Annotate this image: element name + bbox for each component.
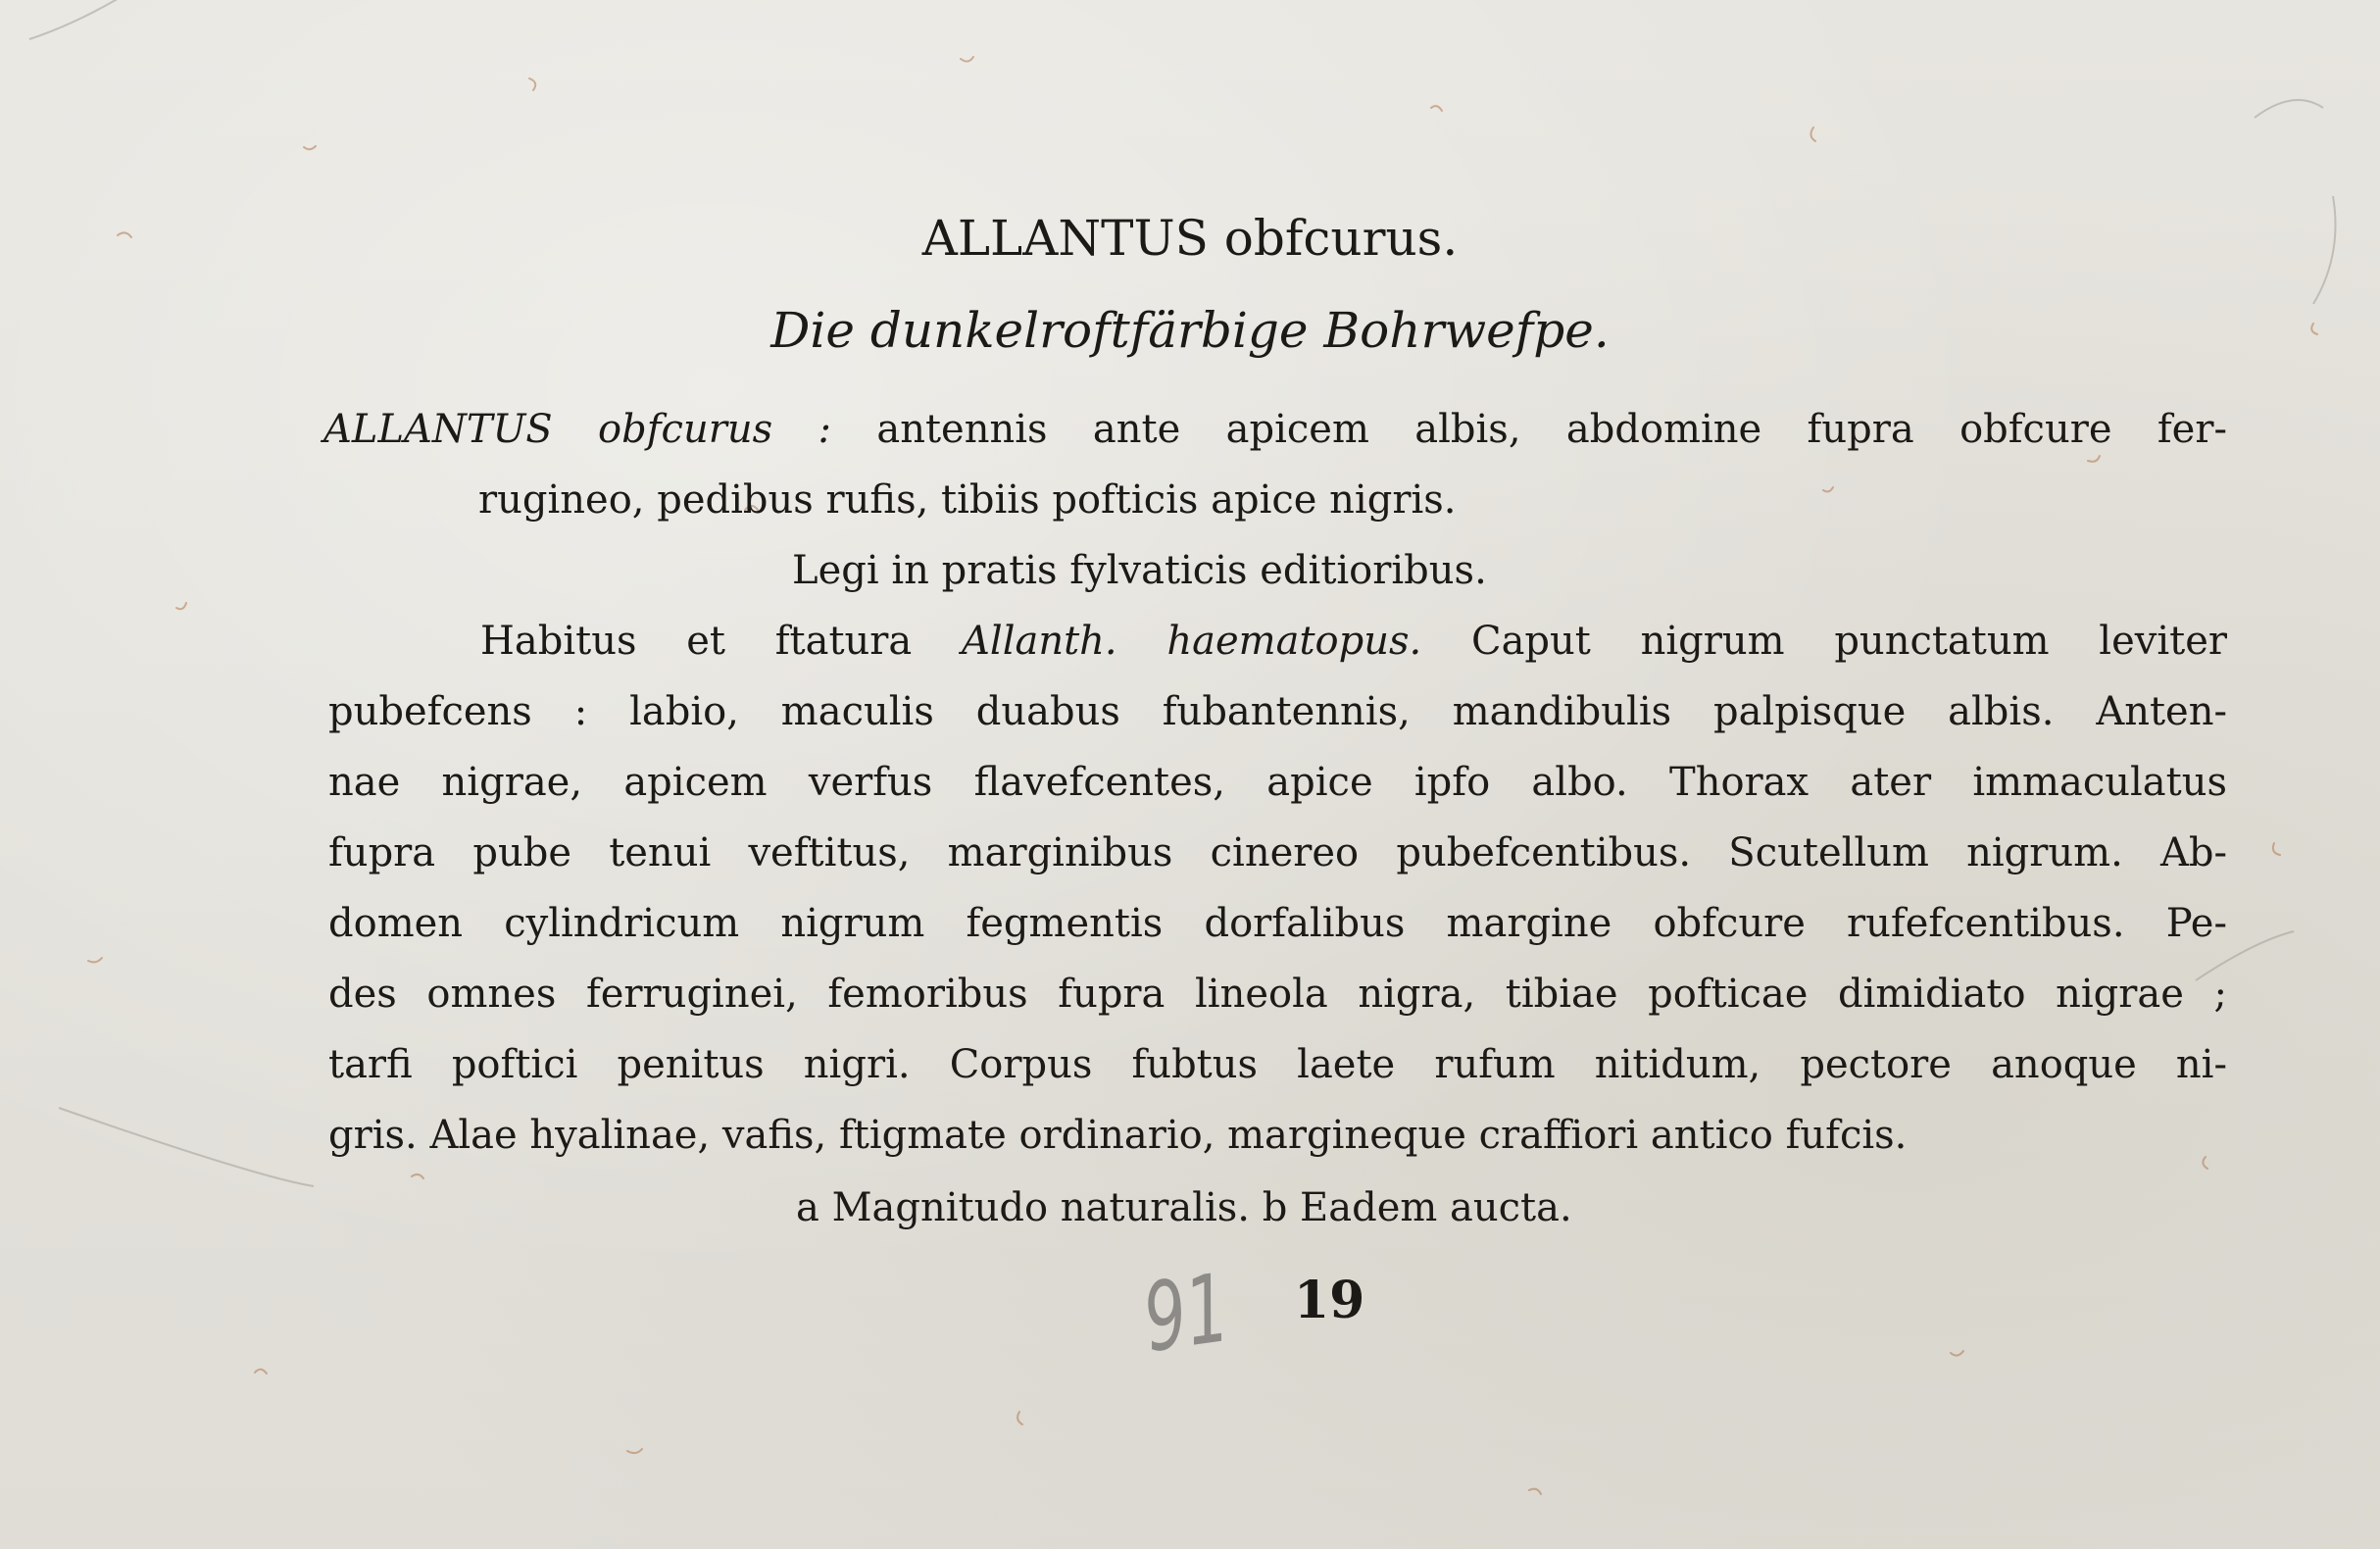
- page-title: ALLANTUS obfcurus.: [921, 210, 1459, 267]
- diagnosis-species-name: ALLANTUS obfcurus :: [323, 407, 831, 452]
- description-line-8: gris. Alae hyalinae, vafis, ftigmate ordinario, margineque craffiori antico fufcis.: [328, 1113, 1908, 1158]
- diagnosis-text: antennis ante apicem albis, abdomine fupra obfcure fer-: [876, 407, 2227, 452]
- page-subtitle: Die dunkelroftfärbige Bohrwefpe.: [770, 302, 1610, 359]
- locality-line: Legi in pratis fylvaticis editioribus.: [792, 548, 1487, 593]
- pencil-annotation: 91: [1137, 1253, 1236, 1374]
- description-line-1: [480, 619, 2228, 664]
- description-line-4: fupra pube tenui veftitus, marginibus cinereo pubefcentibus. Scutellum nigrum. Ab-: [328, 830, 2227, 875]
- description-line-5: domen cylindricum nigrum fegmentis dorfalibus margine obfcure rufefcentibus. Pe-: [328, 901, 2227, 946]
- description-line-7: tarfi poftici penitus nigri. Corpus fubtus laete rufum nitidum, pectore anoque ni-: [328, 1042, 2227, 1087]
- description-caput: Caput nigrum punctatum leviter: [1470, 619, 2228, 664]
- diagnosis-line-2: rugineo, pedibus rufis, tibiis pofticis apice nigris.: [478, 477, 1457, 523]
- diagnosis-line-1: [323, 407, 2227, 452]
- description-line-6: des omnes ferruginei, femoribus fupra lineola nigra, tibiae pofticae dimidiato nigrae ;: [328, 972, 2227, 1017]
- description-habitus: Habitus et ftatura: [480, 619, 913, 664]
- figure-caption: a Magnitudo naturalis. b Eadem aucta.: [796, 1185, 1572, 1230]
- page-number: 19: [1294, 1271, 1365, 1330]
- description-line-3: nae nigrae, apicem verfus flavefcentes, apice ipfo albo. Thorax ater immaculatus: [328, 760, 2227, 805]
- description-species-reference: Allanth. haematopus.: [962, 619, 1422, 664]
- description-line-2: pubefcens : labio, maculis duabus fubantennis, mandibulis palpisque albis. Anten-: [328, 689, 2227, 734]
